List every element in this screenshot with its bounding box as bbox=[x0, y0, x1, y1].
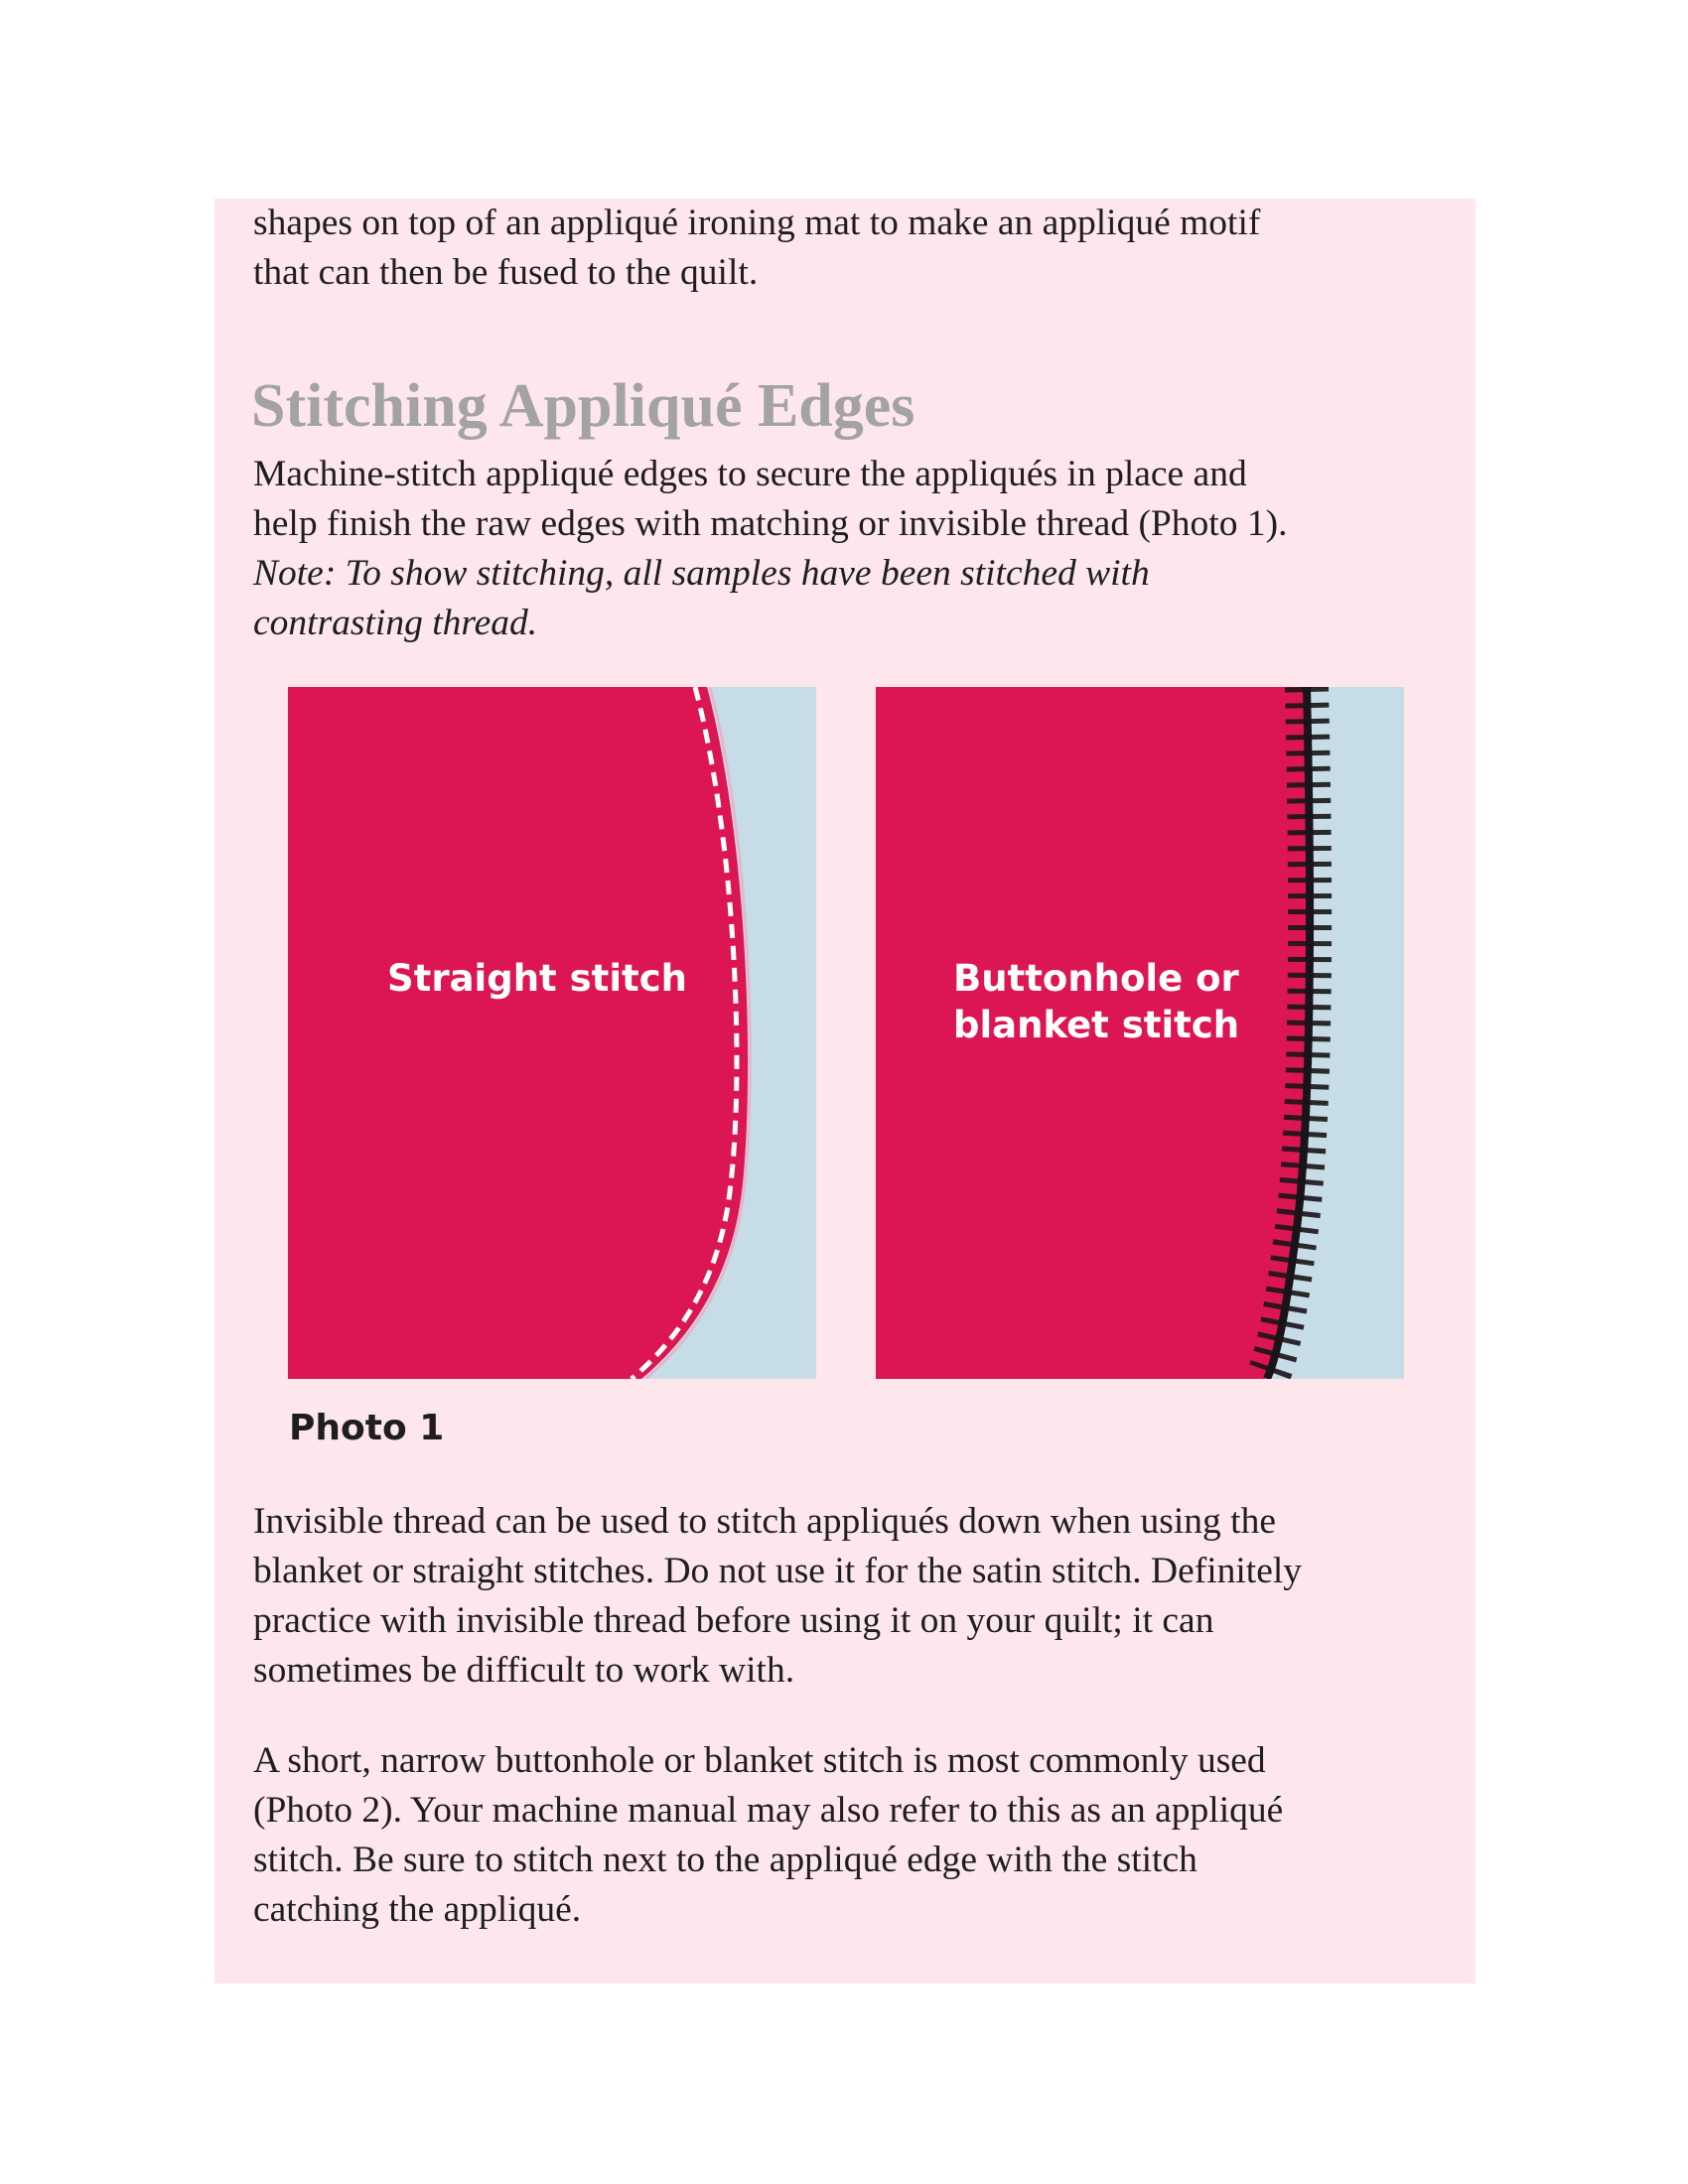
section-paragraph bbox=[253, 450, 1445, 549]
paragraph-line: (Photo 2). Your machine manual may also refer to this as an appliqué bbox=[253, 1790, 1284, 1831]
intro-paragraph bbox=[253, 199, 1445, 298]
photo-blanket-stitch bbox=[876, 687, 1404, 1379]
paragraph-line: sometimes be difficult to work with. bbox=[253, 1650, 795, 1691]
paragraph-line: help finish the raw edges with matching or invisible thread (Photo 1). bbox=[253, 503, 1288, 544]
note-line: Note: To show stitching, all samples have been stitched with bbox=[253, 553, 1150, 594]
paragraph-line: Machine-stitch appliqué edges to secure the appliqués in place and bbox=[253, 454, 1247, 494]
note-paragraph bbox=[253, 549, 1445, 648]
body-paragraph bbox=[253, 1497, 1445, 1696]
blanket-stitch-label-line: Buttonhole or bbox=[953, 957, 1239, 1000]
intro-line: shapes on top of an appliqué ironing mat to make an appliqué motif bbox=[253, 203, 1261, 243]
blanket-stitch-label-line: blanket stitch bbox=[953, 1004, 1240, 1046]
straight-stitch-illustration bbox=[288, 687, 816, 1379]
paragraph-line: Invisible thread can be used to stitch appliqués down when using the bbox=[253, 1501, 1276, 1542]
note-line: contrasting thread. bbox=[253, 603, 538, 643]
paragraph-line: practice with invisible thread before using it on your quilt; it can bbox=[253, 1600, 1214, 1641]
body-paragraph bbox=[253, 1736, 1445, 1935]
paragraph-line: blanket or straight stitches. Do not use it for the satin stitch. Definitely bbox=[253, 1551, 1303, 1591]
photo-caption: Photo 1 bbox=[289, 1408, 445, 1448]
paragraph-line: catching the appliqué. bbox=[253, 1889, 582, 1930]
intro-line: that can then be fused to the quilt. bbox=[253, 252, 759, 293]
paragraph-line: A short, narrow buttonhole or blanket stitch is most commonly used bbox=[253, 1740, 1266, 1781]
straight-stitch-label: Straight stitch bbox=[387, 957, 687, 1000]
paragraph-line: stitch. Be sure to stitch next to the appliqué edge with the stitch bbox=[253, 1840, 1197, 1880]
photo-straight-stitch bbox=[288, 687, 816, 1379]
blanket-stitch-label bbox=[953, 955, 1239, 1048]
section-heading: Stitching Appliqué Edges bbox=[251, 372, 915, 440]
